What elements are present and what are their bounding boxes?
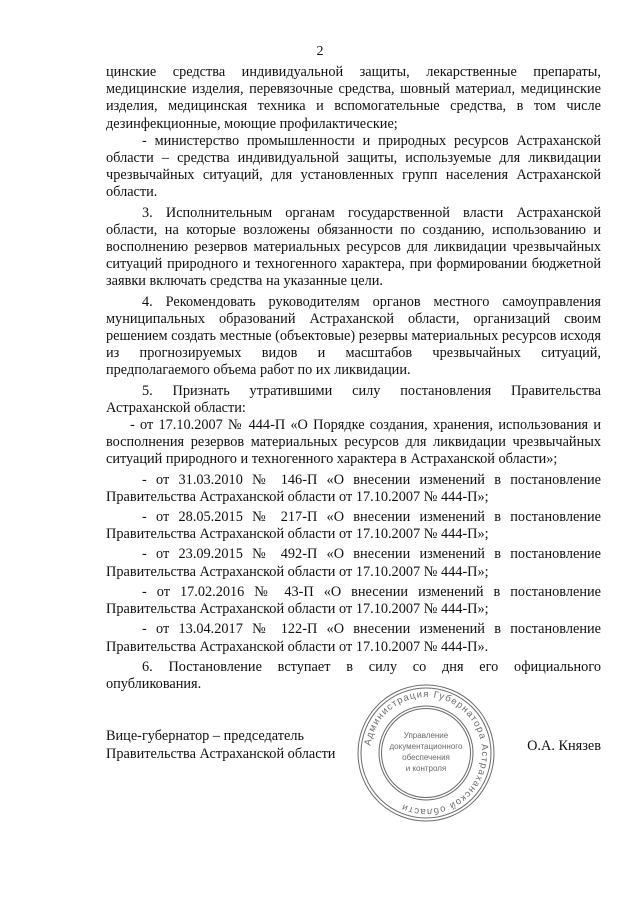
- seal-inner-line-1: Управление: [403, 731, 449, 740]
- paragraph-repeal-492: - от 23.09.2015 № 492-П «О внесении изменений в постановление Правительства Астраханской области от 17.10.2007 № 444-П»;: [106, 546, 601, 580]
- document-body: [106, 64, 601, 693]
- signer-title: [106, 727, 335, 763]
- paragraph-repeal-217: - от 28.05.2015 № 217-П «О внесении изменений в постановление Правительства Астраханской области от 17.10.2007 № 444-П»;: [106, 509, 601, 543]
- paragraph-repeal-122: - от 13.04.2017 № 122-П «О внесении изменений в постановление Правительства Астраханской области от 17.10.2007 № 444-П».: [106, 621, 601, 655]
- page-number: 2: [316, 44, 324, 59]
- signer-name: О.А. Князев: [527, 738, 601, 754]
- signer-title-line1: Вице-губернатор – председатель: [106, 728, 305, 744]
- paragraph-item-6: 6. Постановление вступает в силу со дня его официального опубликования.: [106, 658, 601, 692]
- paragraph-item-3: 3. Исполнительным органам государственной власти Астраханской области, на которые возложены обязанности по созданию, использованию и восполнению резервов материальных ресурсов для ликвидации чрезвычайных ситуаций природного и техногенного характера, при формировании бюджетной заявки включать средства на указанные цели.: [106, 204, 601, 290]
- paragraph-repeal-43: - от 17.02.2016 № 43-П «О внесении изменений в постановление Правительства Астраханской области от 17.10.2007 № 444-П»;: [106, 583, 601, 618]
- paragraph-item-5: 5. Признать утратившими силу постановления Правительства Астраханской области:: [106, 382, 601, 416]
- official-seal: [355, 682, 497, 824]
- paragraph-item-4: 4. Рекомендовать руководителям органов местного самоуправления муниципальных образований Астраханской области, организаций своим решением создать местные (объектовые) резервы материальных ресурсов исходя из прогнозируемых видов и масштабов чрезвычайных ситуаций, предполагаемого объема работ по их ликвидации.: [106, 293, 601, 379]
- seal-inner-line-3: обеспечения: [402, 753, 450, 762]
- paragraph-ministry-industry: - министерство промышленности и природных ресурсов Астраханской области – средства индивидуальной защиты, используемые для ликвидации чрезвычайных ситуаций, для установленных групп населения Астраханской области.: [106, 132, 601, 201]
- seal-outer-text: Администрация Губернатора Астраханской области: [362, 688, 491, 818]
- seal-inner-line-4: и контроля: [405, 764, 447, 773]
- seal-inner-line-2: документационного: [389, 742, 463, 751]
- paragraph-repeal-444: - от 17.10.2007 № 444-П «О Порядке создания, хранения, использования и восполнения резервов материальных ресурсов для ликвидации чрезвычайных ситуаций природного и техногенного характера в Астраханской области»;: [106, 417, 601, 468]
- signer-title-line2: Правительства Астраханской области: [106, 746, 336, 762]
- signature-block: [106, 715, 601, 775]
- paragraph-continuation: цинские средства индивидуальной защиты, лекарственные препараты, медицинские изделия, перевязочные средства, шовный материал, медицинские изделия, медицинская техника и вспомогательные средства, в том числе дезинфекционные, моющие профилактические;: [106, 64, 601, 132]
- paragraph-repeal-146: - от 31.03.2010 № 146-П «О внесении изменений в постановление Правительства Астраханской области от 17.10.2007 № 444-П»;: [106, 471, 601, 505]
